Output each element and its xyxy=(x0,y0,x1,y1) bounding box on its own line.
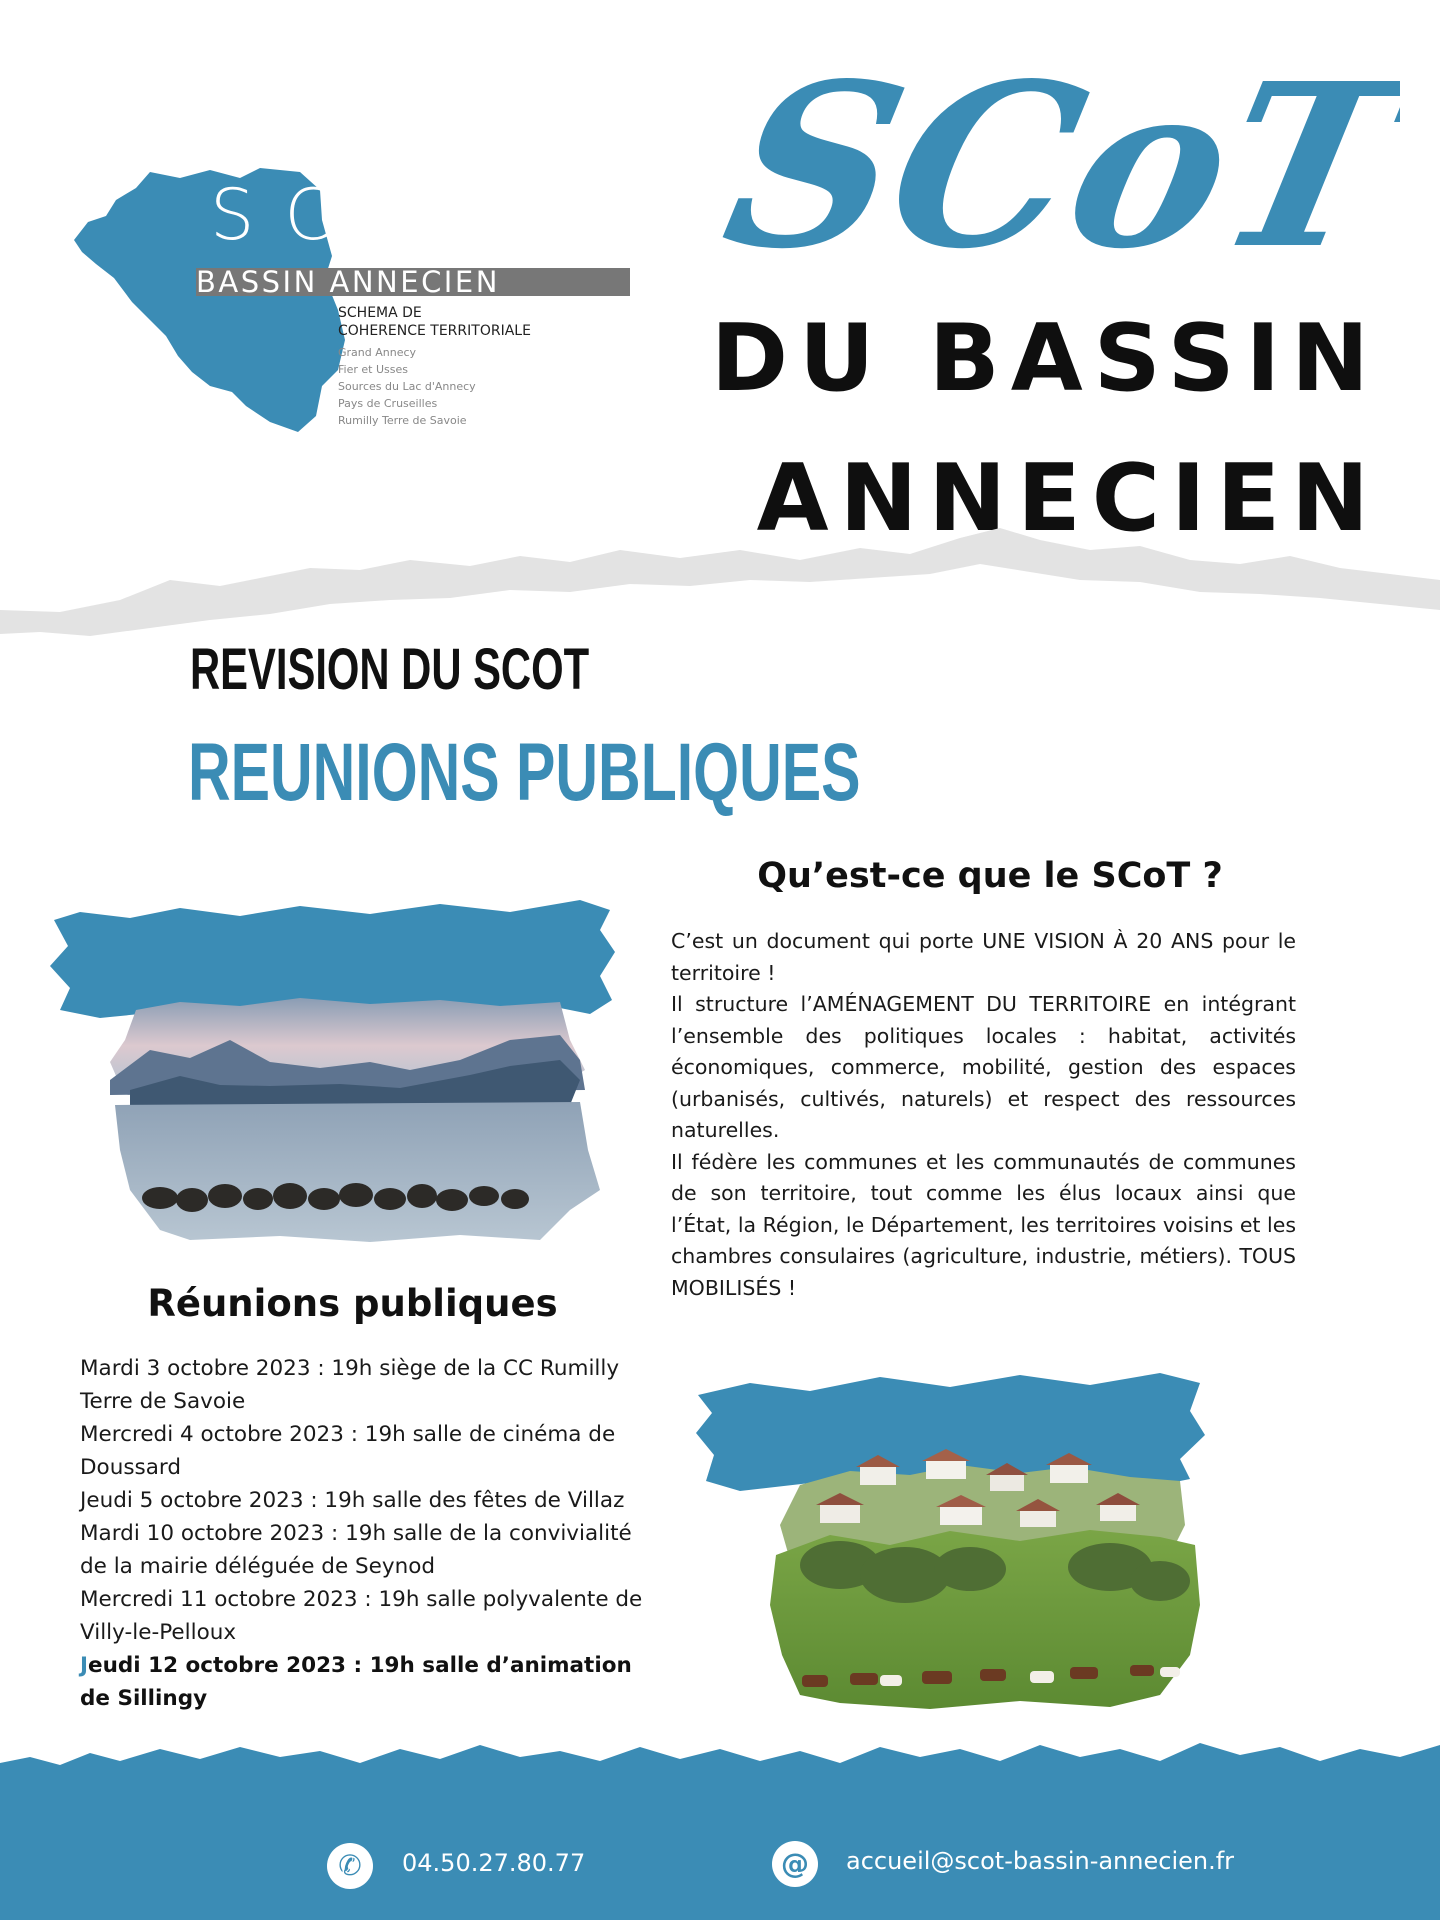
revision-heading: REVISION DU SCOT xyxy=(190,637,590,702)
question-paragraph: C’est un document qui porte UNE VISION À 20 ANS pour le territoire ! xyxy=(671,929,1296,985)
logo-member: Grand Annecy xyxy=(338,346,417,359)
hero-line-1: DU BASSIN xyxy=(710,304,1380,412)
question-body xyxy=(671,926,1296,1304)
meeting-item-text: eudi 12 octobre 2023 : 19h salle d’animation de Sillingy xyxy=(80,1653,632,1711)
footer-background xyxy=(0,1735,1440,1920)
logo-scot-text: SCOT xyxy=(210,174,522,256)
meeting-item-highlight xyxy=(80,1649,655,1715)
meetings-list xyxy=(80,1352,655,1715)
footer-phone[interactable]: 04.50.27.80.77 xyxy=(402,1849,586,1877)
meetings-title: Réunions publiques xyxy=(147,1282,558,1325)
hero-script-title xyxy=(700,45,1400,305)
scot-logo xyxy=(70,160,590,440)
meeting-item: Mardi 3 octobre 2023 : 19h siège de la CC Rumilly Terre de Savoie xyxy=(80,1356,620,1414)
question-paragraph: Il fédère les communes et les communautés de communes de son territoire, tout comme les élus locaux ainsi que l’État, la Région, le Département, les territoires voisins et les chambres consulaires (agriculture, industrie, métiers). TOUS MOBILISÉS ! xyxy=(671,1149,1296,1300)
meeting-item: Mardi 10 octobre 2023 : 19h salle de la convivialité de la mairie déléguée de Seynod xyxy=(80,1521,632,1579)
meeting-item: Mercredi 11 octobre 2023 : 19h salle polyvalente de Villy-le-Pelloux xyxy=(80,1587,643,1645)
hero-script-text: SCoT xyxy=(706,45,1400,299)
question-paragraph: Il structure l’AMÉNAGEMENT DU TERRITOIRE en intégrant l’ensemble des politiques locales : habitat, activités économiques, commerce, mobilité, gestion des espaces (urbanisés, cultivés, naturels) et respect des ressources naturelles. xyxy=(671,992,1296,1142)
logo-schema-text: SCHEMA DE COHERENCE TERRITORIALE xyxy=(338,305,531,339)
logo-member: Pays de Cruseilles xyxy=(338,397,438,410)
village-photo xyxy=(690,1355,1210,1725)
logo-member: Rumilly Terre de Savoie xyxy=(338,414,467,427)
hero-line-2: ANNECIEN xyxy=(756,444,1380,552)
logo-bassin-text: BASSIN ANNECIEN xyxy=(196,265,500,299)
question-title: Qu’est-ce que le SCoT ? xyxy=(757,856,1223,896)
meeting-item-initial: J xyxy=(80,1653,88,1678)
footer xyxy=(0,1735,1440,1920)
at-icon: @ xyxy=(772,1841,818,1887)
lake-photo xyxy=(40,890,630,1280)
logo-member-list xyxy=(338,344,476,429)
logo-member: Sources du Lac d'Annecy xyxy=(338,380,476,393)
logo-member: Fier et Usses xyxy=(338,363,408,376)
phone-icon: ✆ xyxy=(327,1843,373,1889)
meeting-item: Jeudi 5 octobre 2023 : 19h salle des fêtes de Villaz xyxy=(80,1488,625,1513)
meeting-item: Mercredi 4 octobre 2023 : 19h salle de cinéma de Doussard xyxy=(80,1422,616,1480)
footer-email[interactable]: accueil@scot-bassin-annecien.fr xyxy=(846,1847,1235,1875)
reunions-heading: REUNIONS PUBLIQUES xyxy=(188,727,861,818)
